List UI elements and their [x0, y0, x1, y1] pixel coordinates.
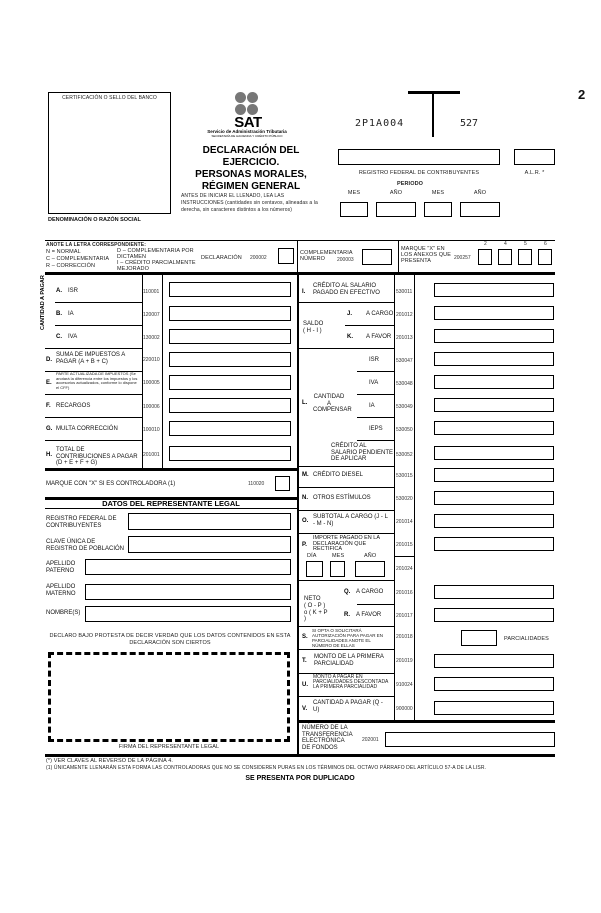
row-h-code: 201001 — [143, 452, 160, 458]
row-p-letter: P. — [302, 542, 307, 548]
row-divider — [45, 417, 143, 418]
row-p-code: 201015 — [396, 542, 413, 548]
row-divider — [299, 302, 395, 303]
compensar-iva-code: 530048 — [396, 381, 413, 387]
row-g-code: 100010 — [143, 427, 160, 433]
form-code: 2P1A004 — [355, 118, 405, 129]
protesta-text: DECLARO BAJO PROTESTA DE DECIR VERDAD QUE LOS DATOS CONTENIDOS EN ESTA DECLARACIÓN SON CIERTOS — [49, 633, 291, 646]
ia-amount-input[interactable] — [169, 306, 291, 321]
rep-nombre-input[interactable] — [85, 606, 291, 622]
row-b-label: IA — [68, 311, 74, 317]
saldo-label: SALDO — [303, 321, 324, 327]
row-m-label: CRÉDITO DIESEL — [313, 472, 363, 478]
controladora-checkbox[interactable] — [275, 476, 290, 491]
row-v-label: CANTIDAD A PAGAR (Q - U) — [313, 700, 383, 713]
periodo-mes-inicio-input[interactable] — [340, 202, 368, 217]
credito-pendiente-code: 530052 — [396, 452, 413, 458]
name-label: DENOMINACIÓN O RAZÓN SOCIAL — [48, 217, 141, 223]
row-divider — [299, 348, 395, 349]
saldo-a-cargo-input[interactable] — [434, 306, 554, 320]
row-divider — [357, 440, 395, 441]
row-divider — [357, 371, 395, 372]
row-c-letter: C. — [56, 334, 62, 340]
title-line-3: RÉGIMEN GENERAL — [201, 181, 301, 192]
rep-materno-label: APELLIDO MATERNO — [46, 584, 76, 597]
anexo-6-checkbox[interactable] — [538, 249, 552, 265]
footer-note-2: (1) ÚNICAMENTE LLENARÁN ESTA FORMA LAS CONTROLADORAS QUE NO SE CONSIDEREN PURAS EN LOS TÉRMINOS DEL OCTAVO PÁRRAFO DEL ARTÍCULO 57-A DE LA LISR. — [46, 765, 487, 771]
row-f-code: 100006 — [143, 404, 160, 410]
rep-apellido-paterno-input[interactable] — [85, 559, 291, 575]
rep-curp-label: CLAVE ÚNICA DE REGISTRO DE POBLACIÓN — [46, 539, 125, 552]
type-instruction: ANOTE LA LETRA CORRESPONDIENTE: — [46, 242, 146, 248]
row-r-letter: R. — [344, 612, 350, 618]
row-o-code: 201014 — [396, 519, 413, 525]
row-divider — [45, 440, 143, 441]
row-i-code: 530011 — [396, 289, 413, 295]
center-divider — [297, 275, 299, 755]
complementaria-label: COMPLEMENTARIA NÚMERO — [300, 250, 353, 262]
row-g-label: MULTA CORRECCIÓN — [56, 426, 118, 432]
recargos-input[interactable] — [169, 398, 291, 413]
fecha-code: 201024 — [396, 566, 413, 572]
anexo-2-checkbox[interactable] — [478, 249, 492, 265]
anexos-code: 200257 — [454, 255, 471, 261]
footer-top-border — [45, 754, 555, 757]
periodo-col-ano-2: AÑO — [473, 190, 487, 196]
compensar-isr-code: 530047 — [396, 358, 413, 364]
row-divider — [55, 302, 143, 303]
periodo-ano-fin-input[interactable] — [460, 202, 500, 217]
row-p-label: IMPORTE PAGADO EN LA DECLARACIÓN QUE RECTIFICA — [313, 535, 380, 552]
title-line-1: DECLARACIÓN DEL EJERCICIO. — [202, 145, 300, 168]
periodo-col-ano-1: AÑO — [389, 190, 403, 196]
credito-salario-input[interactable] — [434, 283, 554, 297]
compensar-ia-input[interactable] — [434, 398, 554, 412]
subtotal-a-cargo-input[interactable] — [434, 514, 554, 528]
fecha-dia-input[interactable] — [306, 561, 323, 577]
row-divider — [297, 466, 395, 467]
complementaria-code: 200003 — [337, 257, 354, 263]
row-d-label: SUMA DE IMPUESTOS A PAGAR (A + B + C) — [56, 352, 125, 365]
parte-actualizada-input[interactable] — [169, 375, 291, 390]
compensar-ieps-label: IEPS — [369, 426, 383, 432]
row-h-label: TOTAL DE CONTRIBUCIONES A PAGAR (D + E + F + G) — [56, 447, 138, 466]
row-s-code: 201018 — [396, 634, 413, 640]
row-divider — [299, 696, 395, 697]
row-i-label: CRÉDITO AL SALARIO PAGADO EN EFECTIVO — [313, 283, 380, 296]
right-code-col-divider — [394, 275, 395, 720]
row-b-code: 120007 — [143, 312, 160, 318]
row-divider — [45, 348, 143, 349]
row-e-letter: E. — [46, 380, 52, 386]
anexo-letter-4: 4 — [504, 241, 507, 247]
row-m-letter: M. — [302, 472, 309, 478]
page-number: 2 — [578, 87, 586, 102]
row-j-label: A CARGO — [366, 311, 394, 317]
form-sub-code: 527 — [460, 118, 479, 129]
sat-logo-sub: Servicio de Administración Tributaria — [207, 129, 287, 134]
type-opt-n: N = NORMAL — [46, 249, 81, 255]
row-d-code: 220010 — [143, 357, 160, 363]
type-opt-r: R – CORRECCIÓN — [46, 263, 96, 269]
row-c-label: IVA — [68, 334, 78, 340]
row-o-letter: O. — [302, 518, 309, 524]
compensar-ieps-code: 530050 — [396, 427, 413, 433]
anexo-5-checkbox[interactable] — [518, 249, 532, 265]
anexo-4-checkbox[interactable] — [498, 249, 512, 265]
row-s-label: SI OPTA O SOLICITARÁ AUTORIZACIÓN PARA PAGAR EN PARCIALIDADES ANOTE EL NÚMERO DE ELLAS — [312, 628, 384, 648]
row-k-code: 201013 — [396, 335, 413, 341]
row-u-code: 910024 — [396, 682, 413, 688]
neto-label: NETO — [304, 596, 321, 602]
fecha-dia-label: DÍA — [307, 553, 317, 559]
type-row-top-border — [45, 240, 555, 241]
row-divider — [299, 533, 395, 534]
credito-pendiente-input[interactable] — [434, 446, 554, 460]
signature-box[interactable] — [48, 652, 290, 742]
periodo-label: PERIODO — [396, 181, 424, 187]
rep-paterno-label: APELLIDO PATERNO — [46, 561, 76, 574]
rfc-input[interactable] — [338, 149, 500, 165]
row-a-letter: A. — [56, 288, 62, 294]
row-t-label: MONTO DE LA PRIMERA PARCIALIDAD — [314, 654, 384, 667]
transfer-label: NÚMERO DE LA TRANSFERENCIA ELECTRÓNICA DE FONDOS — [302, 725, 353, 751]
sat-logo-sub2: SECRETARÍA DE HACIENDA Y CRÉDITO PÚBLICO — [211, 134, 283, 138]
cantidad-a-pagar-input[interactable] — [434, 701, 554, 715]
saldo-formula: ( H - I ) — [303, 328, 322, 334]
row-divider — [299, 487, 395, 488]
parcialidades-number-input[interactable] — [461, 630, 497, 646]
anexo-letter-6: 6 — [544, 241, 547, 247]
cantidad-a-pagar-side-label: CANTIDAD A PAGAR — [40, 275, 46, 330]
compensar-isr-label: ISR — [369, 357, 380, 363]
left-input-col-divider — [162, 275, 163, 468]
row-q-label: A CARGO — [356, 589, 384, 595]
row-u-label: MONTO A PAGAR EN PARCIALIDADES DESCONTADA LA PRIMERA PARCIALIDAD — [313, 674, 389, 690]
periodo-col-mes-2: MES — [431, 190, 445, 196]
row-e-label: PARTE ACTUALIZADA DE IMPUESTOS (Se anotará la diferencia entre los impuestos y los accesorios actualizados, conforme lo dispone el CFF) — [56, 371, 138, 390]
alr-input[interactable] — [514, 149, 555, 165]
transfer-top-border — [297, 720, 555, 723]
row-i-letter: I. — [302, 289, 306, 295]
row-divider — [299, 580, 395, 581]
row-n-letter: N. — [302, 495, 308, 501]
periodo-col-mes-1: MES — [347, 190, 361, 196]
rep-rfc-input[interactable] — [128, 513, 291, 530]
anexo-letter-5: 5 — [524, 241, 527, 247]
row-s-letter: S. — [302, 634, 308, 640]
row-h-letter: H. — [46, 452, 52, 458]
duplicado-label: SE PRESENTA POR DUPLICADO — [245, 775, 355, 782]
row-q-code: 201016 — [396, 590, 413, 596]
otros-estimulos-input[interactable] — [434, 491, 554, 505]
row-j-code: 201012 — [396, 312, 413, 318]
compensar-iva-input[interactable] — [434, 375, 554, 389]
type-divider-2 — [398, 240, 399, 272]
type-opt-i: I – CRÉDITO PARCIALMENTE MEJORADO — [117, 260, 196, 272]
row-r-code: 201017 — [396, 613, 413, 619]
representante-title-underline — [45, 508, 297, 509]
alr-label: A.L.R. * — [524, 170, 545, 176]
rep-curp-input[interactable] — [128, 536, 291, 553]
compensar-label: CANTIDAD A COMPENSAR — [313, 394, 352, 413]
neto-a-favor-input[interactable] — [434, 608, 554, 622]
periodo-ano-inicio-input[interactable] — [376, 202, 416, 217]
row-u-letter: U. — [302, 682, 308, 688]
row-divider — [299, 649, 395, 650]
complementaria-number-input[interactable] — [362, 249, 392, 265]
instructions-text: ANTES DE INICIAR EL LLENADO, LEA LAS INSTRUCCIONES (cantidades sin centavos, alineadas a la derecha, sin caracteres distintos a los números) — [181, 193, 318, 213]
row-o-label: SUBTOTAL A CARGO (J - L - M - N) — [313, 514, 388, 527]
rep-apellido-materno-input[interactable] — [85, 584, 291, 600]
primera-parcialidad-input[interactable] — [434, 654, 554, 668]
row-r-label: A FAVOR — [356, 612, 382, 618]
fecha-ano-label: AÑO — [364, 553, 377, 559]
row-divider — [45, 394, 143, 395]
saldo-a-favor-input[interactable] — [434, 329, 554, 343]
row-g-letter: G. — [46, 426, 53, 432]
row-a-code: 110001 — [143, 289, 160, 295]
registration-mark-top — [408, 91, 460, 94]
row-divider — [297, 626, 395, 627]
row-e-code: 100005 — [143, 380, 160, 386]
row-d-letter: D. — [46, 357, 52, 363]
row-k-label: A FAVOR — [366, 334, 392, 340]
row-divider — [345, 325, 395, 326]
controladora-label: MARQUE CON "X" SI ES CONTROLADORA (1) — [46, 481, 176, 487]
type-divider-1 — [297, 240, 298, 272]
row-v-letter: V. — [302, 706, 308, 712]
declaracion-code: 200002 — [250, 255, 267, 261]
row-n-code: 530020 — [396, 496, 413, 502]
credito-diesel-input[interactable] — [434, 468, 554, 482]
row-a-label: ISR — [68, 288, 79, 294]
anexo-letter-2: 2 — [484, 241, 487, 247]
total-contribuciones-input[interactable] — [169, 446, 291, 461]
sat-logo-text: SAT — [234, 114, 262, 131]
footer-note-1: (*) VER CLAVES AL REVERSO DE LA PÁGINA 4. — [46, 758, 173, 764]
row-l-letter: L. — [302, 400, 308, 406]
row-f-letter: F. — [46, 403, 51, 409]
row-q-letter: Q. — [344, 589, 351, 595]
row-t-letter: T. — [302, 658, 307, 664]
fecha-mes-label: MES — [332, 553, 345, 559]
parcialidades-label: PARCIALIDADES — [504, 636, 549, 642]
compensar-isr-input[interactable] — [434, 352, 554, 366]
multa-correccion-input[interactable] — [169, 421, 291, 436]
type-opt-d: D – COMPLEMENTARIA POR DICTAMEN — [117, 248, 194, 260]
fecha-ano-input[interactable] — [355, 561, 385, 577]
rep-nombre-label: NOMBRE(S) — [46, 610, 81, 616]
row-b-letter: B. — [56, 311, 62, 317]
row-m-code: 530015 — [396, 473, 413, 479]
representante-title: DATOS DEL REPRESENTANTE LEGAL — [102, 499, 240, 508]
registration-mark-stem — [432, 93, 434, 137]
row-divider — [394, 556, 414, 557]
fecha-mes-input[interactable] — [330, 561, 345, 577]
type-opt-c: C – COMPLEMENTARIA — [46, 256, 110, 262]
controladora-code: 110020 — [248, 481, 265, 487]
anexos-label: MARQUE "X" EN LOS ANEXOS QUE PRESENTA — [401, 246, 452, 264]
signature-label: FIRMA DEL REPRESENTANTE LEGAL — [118, 744, 220, 750]
declaracion-type-input[interactable] — [278, 248, 294, 264]
row-f-label: RECARGOS — [56, 403, 91, 409]
transfer-code: 202001 — [362, 737, 379, 743]
row-v-code: 900000 — [396, 706, 413, 712]
declaracion-label: DECLARACIÓN — [201, 255, 242, 261]
compensar-ieps-input[interactable] — [434, 421, 554, 435]
row-n-label: OTROS ESTÍMULOS — [313, 495, 371, 501]
suma-impuestos-input[interactable] — [169, 352, 291, 367]
monto-parcialidades-input[interactable] — [434, 677, 554, 691]
right-input-col-divider — [414, 275, 415, 720]
compensar-ia-label: IA — [369, 403, 375, 409]
iva-amount-input[interactable] — [169, 329, 291, 344]
row-k-letter: K. — [347, 334, 353, 340]
bank-cert-label: CERTIFICACIÓN O SELLO DEL BANCO — [62, 95, 157, 101]
row-divider — [357, 417, 395, 418]
rfc-label: REGISTRO FEDERAL DE CONTRIBUYENTES — [358, 170, 480, 176]
row-divider — [357, 394, 395, 395]
row-divider — [357, 604, 395, 605]
row-c-code: 130002 — [143, 335, 160, 341]
importe-pagado-input[interactable] — [434, 537, 554, 551]
neto-formula: ( O - P ) o ( K + P ) — [304, 603, 328, 622]
row-j-letter: J. — [347, 311, 353, 317]
bank-certification-box[interactable] — [48, 92, 171, 214]
row-t-code: 201019 — [396, 658, 413, 664]
credito-pendiente-label: CRÉDITO AL SALARIO PENDIENTE DE APLICAR — [331, 443, 394, 462]
title-line-2: PERSONAS MORALES, — [195, 169, 307, 180]
periodo-mes-fin-input[interactable] — [424, 202, 452, 217]
row-divider — [299, 510, 395, 511]
compensar-ia-code: 530049 — [396, 404, 413, 410]
transfer-number-input[interactable] — [385, 732, 555, 747]
neto-a-cargo-input[interactable] — [434, 585, 554, 599]
rep-rfc-label: REGISTRO FEDERAL DE CONTRIBUYENTES — [46, 516, 117, 529]
row-divider — [55, 325, 143, 326]
form-title — [176, 145, 326, 193]
isr-amount-input[interactable] — [169, 282, 291, 297]
compensar-iva-label: IVA — [369, 380, 379, 386]
left-section-bottom-border — [45, 468, 297, 471]
main-table-top-border — [45, 272, 555, 275]
